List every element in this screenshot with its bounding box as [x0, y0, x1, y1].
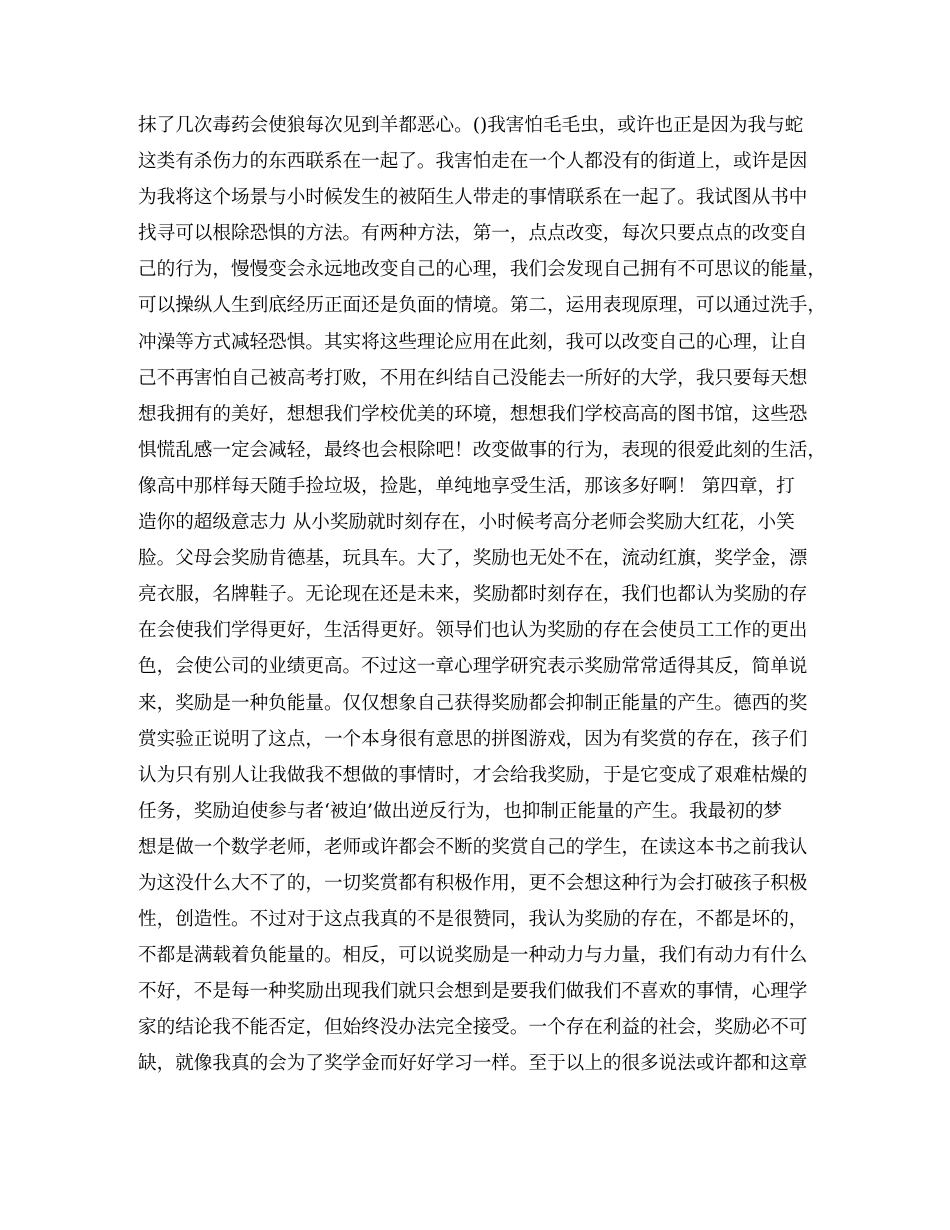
text-line: 不都是满载着负能量的。相反，可以说奖励是一种动力与力量，我们有动力有什么: [138, 945, 808, 967]
text-line: 赏实验正说明了这点，一个本身很有意思的拼图游戏，因为有奖赏的存在，孩子们: [138, 728, 808, 750]
text-line: 家的结论我不能否定，但始终没办法完全接受。一个存在利益的社会，奖励必不可: [138, 1017, 808, 1039]
text-line: 为我将这个场景与小时候发生的被陌生人带走的事情联系在一起了。我试图从书中: [138, 187, 808, 209]
text-line: 来，奖励是一种负能量。仅仅想象自己获得奖励都会抑制正能量的产生。德西的奖: [138, 692, 808, 714]
text-line: 这类有杀伤力的东西联系在一起了。我害怕走在一个人都没有的街道上，或许是因: [138, 151, 808, 173]
text-line: 抹了几次毒药会使狼每次见到羊都恶心。()我害怕毛毛虫，或许也正是因为我与蛇: [138, 115, 804, 136]
text-line: 想是做一个数学老师，老师或许都会不断的奖赏自己的学生，在读这本书之前我认: [138, 836, 808, 858]
text-line: 为这没什么大不了的，一切奖赏都有积极作用，更不会想这种行为会打破孩子积极: [138, 872, 808, 894]
text-line: 冲澡等方式减轻恐惧。其实将这些理论应用在此刻，我可以改变自己的心理，让自: [138, 331, 808, 353]
text-line: 脸。父母会奖励肯德基，玩具车。大了，奖励也无处不在，流动红旗，奖学金，漂: [138, 548, 808, 570]
text-line: 找寻可以根除恐惧的方法。有两种方法，第一，点点改变，每次只要点点的改变自: [138, 223, 808, 245]
text-line: 在会使我们学得更好，生活得更好。领导们也认为奖励的存在会使员工工作的更出: [138, 620, 808, 642]
text-line: 己不再害怕自己被高考打败，不用在纠结自己没能去一所好的大学，我只要每天想: [138, 367, 808, 389]
text-line: 亮衣服，名牌鞋子。无论现在还是未来，奖励都时刻存在，我们也都认为奖励的存: [138, 584, 808, 606]
text-line: 缺，就像我真的会为了奖学金而好好学习一样。至于以上的很多说法或许都和这章: [138, 1053, 808, 1075]
text-line: 想我拥有的美好，想想我们学校优美的环境，想想我们学校高高的图书馆，这些恐: [138, 403, 808, 425]
text-line: 惧慌乱感一定会减轻，最终也会根除吧！改变做事的行为，表现的很爱此刻的生活，: [138, 439, 826, 461]
text-line: 任务，奖励迫使参与者‘被迫’做出逆反行为，也抑制正能量的产生。我最初的梦: [138, 800, 783, 822]
text-line: 造你的超级意志力 从小奖励就时刻存在，小时候考高分老师会奖励大红花，小笑: [138, 512, 795, 534]
text-line: 己的行为，慢慢变会永远地改变自己的心理，我们会发现自己拥有不可思议的能量，: [138, 259, 826, 281]
text-line: 认为只有别人让我做我不想做的事情时，才会给我奖励，于是它变成了艰难枯燥的: [138, 764, 808, 786]
text-line: 性，创造性。不过对于这点我真的不是很赞同，我认为奖励的存在，不都是坏的，: [138, 909, 808, 931]
text-line: 可以操纵人生到底经历正面还是负面的情境。第二，运用表现原理，可以通过洗手，: [138, 295, 826, 317]
text-line: 色，会使公司的业绩更高。不过这一章心理学研究表示奖励常常适得其反，简单说: [138, 656, 808, 678]
body-text: [138, 108, 828, 1083]
text-line: 不好，不是每一种奖励出现我们就只会想到是要我们做我们不喜欢的事情，心理学: [138, 981, 808, 1003]
text-line: 像高中那样每天随手捡垃圾，捡匙，单纯地享受生活，那该多好啊！ 第四章，打: [138, 475, 795, 497]
